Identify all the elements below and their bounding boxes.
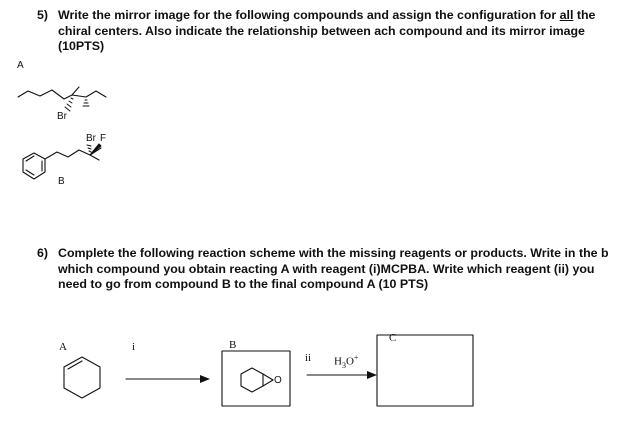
compound-a-hash-bond-br bbox=[65, 98, 73, 111]
arrow-ii-head bbox=[367, 371, 377, 379]
h3o-h: H bbox=[334, 355, 342, 368]
product-c-box bbox=[377, 335, 473, 406]
h3o-sub: 3 bbox=[341, 360, 346, 370]
compound-a-methyl bbox=[72, 87, 79, 95]
h3o-sup: + bbox=[353, 353, 359, 362]
compound-b-methyl bbox=[90, 155, 99, 160]
question-5-number: 5) bbox=[37, 8, 49, 22]
q6-line3: need to go from compound B to the final compound A (10 PTS) bbox=[58, 277, 429, 291]
reagent-ii-label: ii bbox=[305, 352, 312, 364]
q5-line2: chiral centers. Also indicate the relationship between ach compound and its mirror image bbox=[58, 23, 585, 38]
q5-line1-emph: all bbox=[559, 8, 574, 22]
q5-line3: (10PTS) bbox=[58, 39, 105, 53]
h3o-o: O bbox=[345, 355, 354, 368]
compound-b-hash-bond-br bbox=[87, 145, 91, 152]
compound-b-br-atom: Br bbox=[86, 133, 96, 144]
compound-a-br-atom: Br bbox=[57, 111, 67, 122]
compound-a-chain bbox=[18, 90, 106, 99]
q6-line1: Complete the following reaction scheme with the missing reagents or products. Write in the b bbox=[58, 246, 609, 260]
q5-line1-pre: Write the mirror image for the following compounds and assign the configuration for bbox=[58, 8, 560, 22]
cyclohexene-ring bbox=[64, 357, 100, 398]
compound-a-hash-bond-methyl bbox=[83, 100, 89, 106]
scheme-label-c: C bbox=[389, 332, 397, 344]
arrow-i-head bbox=[200, 375, 210, 383]
q5-line1-post: the bbox=[573, 8, 596, 22]
q6-line2: which compound you obtain reacting A with reagent (i)MCPBA. Write which reagent (ii) you bbox=[58, 261, 595, 276]
compound-b-f-atom: F bbox=[100, 133, 107, 144]
epoxide-ring bbox=[241, 368, 263, 392]
question-6-number: 6) bbox=[37, 246, 49, 260]
reagent-i-label: i bbox=[132, 341, 136, 353]
epoxide-o-atom: O bbox=[274, 375, 282, 386]
compound-label-b: B bbox=[58, 176, 65, 187]
scheme-label-b: B bbox=[229, 339, 237, 351]
scheme-label-a: A bbox=[59, 341, 67, 353]
compound-label-a: A bbox=[17, 60, 24, 71]
